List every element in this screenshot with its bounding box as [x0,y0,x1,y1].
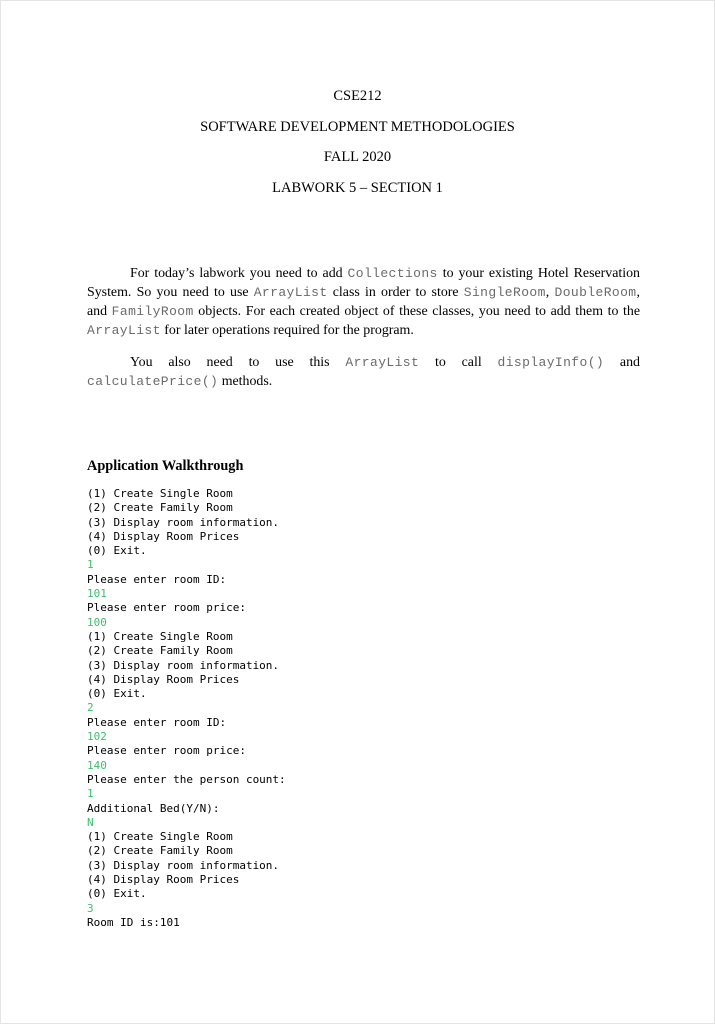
inline-code: SingleRoom [463,285,546,300]
console-output-line: (4) Display Room Prices [87,529,240,543]
text-run: You also need to use this [130,355,346,370]
console-output-line: (0) Exit. [87,687,147,701]
console-output-line: (3) Display room information. [87,515,280,529]
console-input-line: 1 [87,787,94,801]
course-code: CSE212 [333,88,382,104]
console-input-line: 140 [87,758,107,772]
console-output-line: (2) Create Family Room [87,501,233,515]
inline-code: FamilyRoom [111,304,194,319]
console-output-line: (0) Exit. [87,544,147,558]
text-run: objects. For each created object of these classes, you need to add them to the [193,304,640,319]
text-run: to call [419,355,498,370]
inline-code: ArrayList [253,285,328,300]
console-input-line: 102 [87,730,107,744]
console-output-line: Room ID is:101 [87,915,180,929]
console-input-line: 1 [87,558,94,572]
intro-section [87,264,640,391]
text-run: for later operations required for the program. [160,323,414,338]
console-output-line: Please enter room price: [87,744,246,758]
console-output-line: (1) Create Single Room [87,487,233,500]
console-output-line: (2) Create Family Room [87,844,233,858]
console-output-line: (4) Display Room Prices [87,873,240,887]
console-output-line: (1) Create Single Room [87,629,233,643]
text-run: , [545,285,555,300]
inline-code: Collections [347,266,438,281]
text-run: and [604,355,640,370]
text-run: class in order to store [327,285,464,300]
console-output [87,487,286,930]
text-run: , and [87,285,640,319]
console-output-line: (4) Display Room Prices [87,672,240,686]
inline-code: calculatePrice() [87,374,219,389]
intro-paragraph-2-continued [87,372,640,391]
text-run: methods. [218,374,273,389]
inline-code: ArrayList [345,355,420,370]
console-input-line: 101 [87,587,107,601]
document-header [0,86,715,208]
console-output-line: (3) Display room information. [87,658,280,672]
console-output-line: Additional Bed(Y/N): [87,801,220,815]
lab-title: LABWORK 5 – SECTION 1 [272,179,443,196]
console-output-line: Please enter room ID: [87,715,227,729]
console-output-line: Please enter room ID: [87,572,227,586]
console-input-line: 2 [87,701,94,715]
term: FALL 2020 [323,149,392,165]
console-output-line: (2) Create Family Room [87,644,233,658]
walkthrough-title: Application Walkthrough [87,458,244,474]
intro-paragraph-2 [87,353,640,372]
console-output-line: (0) Exit. [87,887,147,901]
console-output-line: (3) Display room information. [87,858,280,872]
console-input-line: 100 [87,615,107,629]
inline-code: ArrayList [87,323,161,338]
inline-code: DoubleRoom [554,285,637,300]
console-output-line: (1) Create Single Room [87,830,233,844]
text-run: For today’s labwork you need to add [130,266,348,281]
inline-code: displayInfo() [497,355,605,370]
console-input-line: N [87,815,94,829]
console-output-line: Please enter room price: [87,601,246,615]
console-input-line: 3 [87,901,94,915]
console-output-line: Please enter the person count: [87,772,286,786]
course-name: SOFTWARE DEVELOPMENT METHODOLOGIES [200,118,515,135]
intro-paragraph-1 [87,264,640,340]
text-run: to your existing Hotel Reservation System. So you need to use [87,266,640,300]
